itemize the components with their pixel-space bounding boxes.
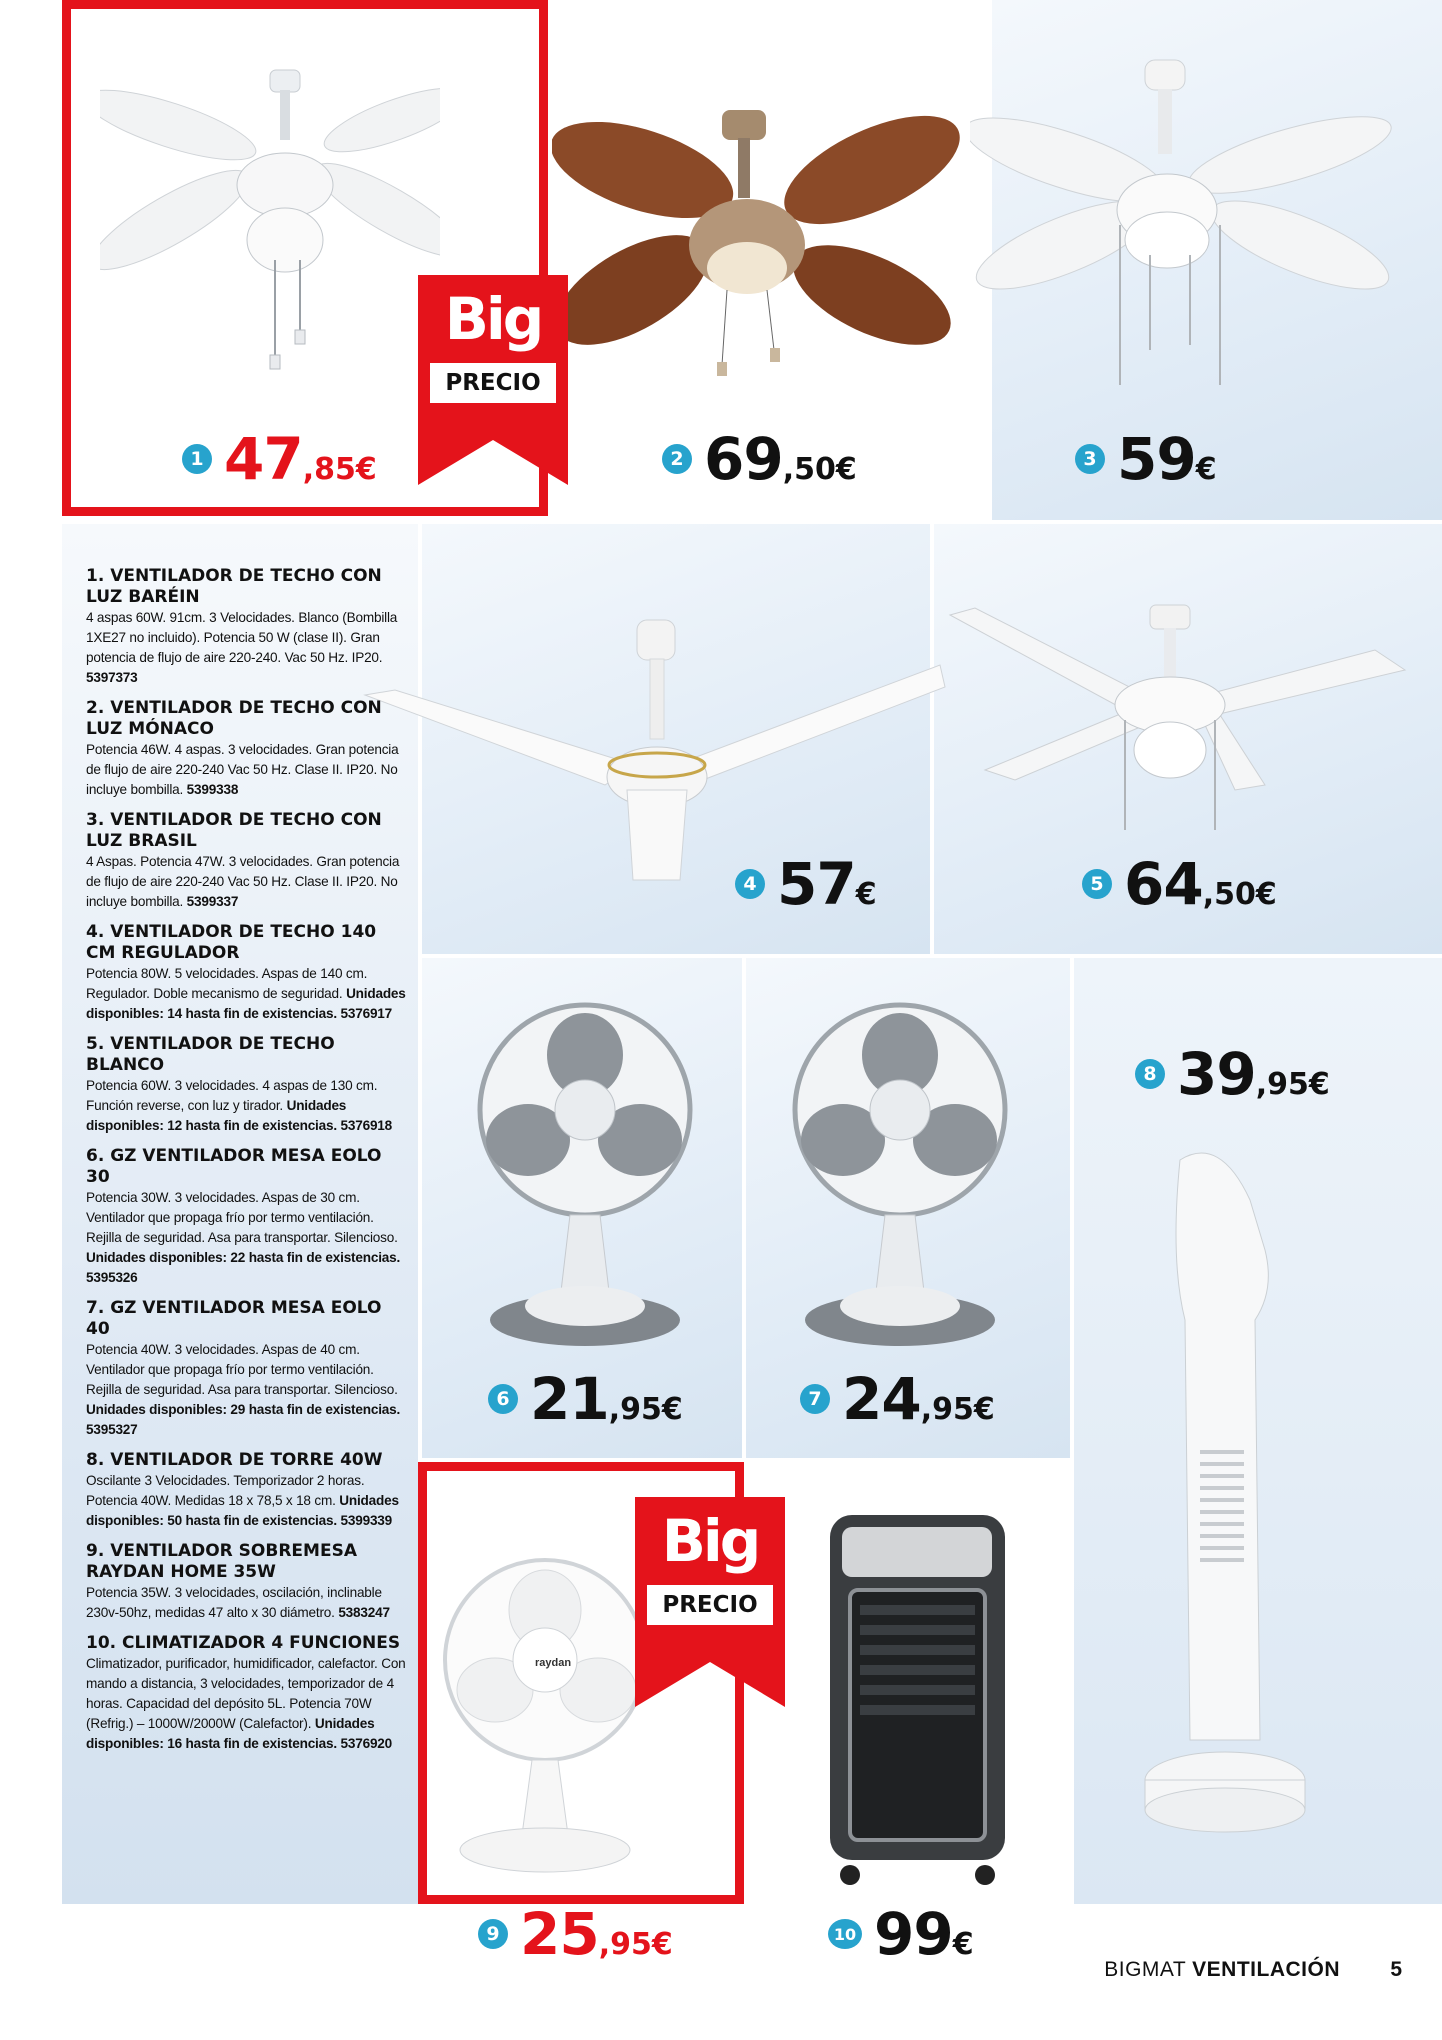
big-precio-badge-1	[418, 275, 568, 485]
product-description-6: 6. GZ VENTILADOR MESA EOLO 30 Potencia 30W. 3 velocidades. Aspas de 30 cm. Ventilador que propaga frío por termo ventilación. Rejilla de seguridad. Asa para transportar. Silencioso. Unidades disponibles: 22 hasta fin de existencias. 5395326	[86, 1146, 401, 1285]
product-number-badge: 5	[1082, 869, 1112, 899]
product-description-3: 3. VENTILADOR DE TECHO CON LUZ BRASIL 4 Aspas. Potencia 47W. 3 velocidades. Gran potencia de flujo de aire 220-240 Vac 50 Hz. Clase II. IP20. No incluye bombilla. 5399337	[86, 810, 400, 909]
product-number-badge: 10	[828, 1919, 862, 1949]
big-label: Big	[661, 1507, 759, 1575]
precio-label: PRECIO	[445, 370, 541, 396]
product-description-2: 2. VENTILADOR DE TECHO CON LUZ MÓNACO Potencia 46W. 4 aspas. 3 velocidades. Gran potencia de flujo de aire 220-240 Vac 50 Hz. Clase II. IP20. No incluye bombilla. 5399338	[86, 698, 399, 797]
tower-fan-image	[1140, 1140, 1320, 1860]
product-number-badge: 4	[735, 869, 765, 899]
big-precio-badge-9	[635, 1497, 785, 1707]
price-10: 10 99 €	[828, 1900, 974, 1968]
footer-brand: BIGMAT	[1104, 1958, 1186, 1981]
desk-fan-eolo-40-image	[785, 1000, 1015, 1360]
product-description-5: 5. VENTILADOR DE TECHO BLANCO Potencia 60W. 3 velocidades. 4 aspas de 130 cm. Función reverse, con luz y tirador. Unidades disponibles: 12 hasta fin de existencias. 5376918	[86, 1034, 393, 1133]
footer-section: VENTILACIÓN	[1192, 1958, 1340, 1981]
product-description-7: 7. GZ VENTILADOR MESA EOLO 40 Potencia 40W. 3 velocidades. Aspas de 40 cm. Ventilador que propaga frío por termo ventilación. Rejilla de seguridad. Asa para transportar. Silencioso. Unidades disponibles: 29 hasta fin de existencias. 5395327	[86, 1298, 401, 1437]
product-description-4: 4. VENTILADOR DE TECHO 140 CM REGULADOR Potencia 80W. 5 velocidades. Aspas de 140 cm. Regulador. Doble mecanismo de seguridad. Unidades disponibles: 14 hasta fin de existencias. 5376917	[86, 922, 406, 1021]
price-2: 2 69 ,50 €	[662, 425, 857, 493]
price-3: 3 59 €	[1075, 425, 1217, 493]
price-1: 1 47 ,85 €	[182, 425, 377, 493]
big-label: Big	[444, 285, 542, 353]
product-number-badge: 8	[1135, 1059, 1165, 1089]
desk-fan-raydan-image	[440, 1550, 650, 1880]
price-8: 8 39 ,95 €	[1135, 1040, 1330, 1108]
product-number-badge: 6	[488, 1384, 518, 1414]
product-number-badge: 1	[182, 444, 212, 474]
air-cooler-image	[820, 1505, 1020, 1895]
product-number-badge: 9	[478, 1919, 508, 1949]
product-description-10: 10. CLIMATIZADOR 4 FUNCIONES Climatizador, purificador, humidificador, calefactor. Con mando a distancia, 3 velocidades, temporizador de 4 horas. Capacidad del depósito 5L. Potencia 70W (Refrig.) – 1000W/2000W (Calefactor). Unidades disponibles: 16 hasta fin de existencias. 5376920	[86, 1633, 406, 1751]
ceiling-fan-white-image	[970, 55, 1410, 405]
price-9: 9 25 ,95 €	[478, 1900, 673, 1968]
product-number-badge: 2	[662, 444, 692, 474]
page-footer	[1104, 1958, 1340, 1982]
price-6: 6 21 ,95 €	[488, 1365, 683, 1433]
page-number: 5	[1390, 1958, 1402, 1981]
price-5: 5 64 ,50 €	[1082, 850, 1277, 918]
price-4: 4 57 €	[735, 850, 877, 918]
price-7: 7 24 ,95 €	[800, 1365, 995, 1433]
product-description-9: 9. VENTILADOR SOBREMESA RAYDAN HOME 35W Potencia 35W. 3 velocidades, oscilación, inclinable 230v-50hz, medidas 47 alto x 30 diámetro. 5383247	[86, 1541, 390, 1620]
raydan-logo: raydan	[535, 1657, 572, 1669]
product-description-list	[86, 566, 406, 1764]
ceiling-fan-wood-image	[552, 100, 972, 390]
product-number-badge: 3	[1075, 444, 1105, 474]
precio-label: PRECIO	[662, 1592, 758, 1618]
ceiling-fan-white-light-image	[100, 60, 440, 410]
ceiling-fan-white-2-image	[945, 600, 1415, 850]
product-number-badge: 7	[800, 1384, 830, 1414]
desk-fan-eolo-30-image	[470, 1000, 700, 1360]
product-description-8: 8. VENTILADOR DE TORRE 40W Oscilante 3 Velocidades. Temporizador 2 horas. Potencia 40W. Medidas 18 x 78,5 x 18 cm. Unidades disponibles: 50 hasta fin de existencias. 5399339	[86, 1450, 399, 1528]
product-description-1: 1. VENTILADOR DE TECHO CON LUZ BARÉIN 4 aspas 60W. 91cm. 3 Velocidades. Blanco (Bombilla 1XE27 no incluido). Potencia 50 W (clase II). Gran potencia de flujo de aire 220-240. Vac 50 Hz. IP20. 5397373	[86, 566, 398, 685]
